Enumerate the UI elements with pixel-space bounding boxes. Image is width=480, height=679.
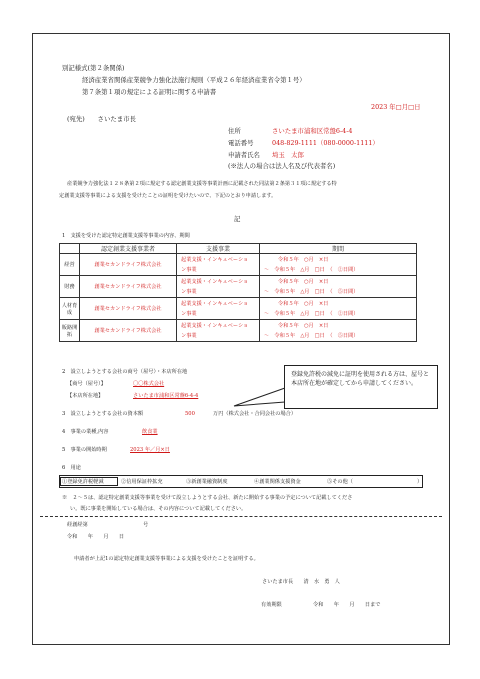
section2-title: 2 設立しようとする会社の商号（屋号）・本店所在地 [62,369,188,375]
provider-name: 創業セカンドライフ株式会社 [80,254,177,276]
program-line-1: 起業支援・インキュベーショ [181,322,249,329]
program-cell [177,298,260,320]
addressee: (宛先) さいたま市長 [67,115,136,123]
table-row [60,298,417,320]
period-start: 令和５年 ○月 ×日 [278,256,329,263]
purpose-option-1[interactable]: ①登録免許税軽減 [62,479,104,485]
purpose-option-5[interactable]: ⑤その他（ [327,479,353,485]
note-line-2: い。既に事業を開始している場合は、その内容について記載してください。 [70,506,247,512]
address-label: 住所 [228,127,241,135]
start-date-value: 2023 年／月×日 [130,447,170,453]
section3-title: 3 設立しようとする会社の資本額 [62,411,144,417]
period-end: ～ 令和５年 △月 □日 （ ⑤日間） [264,332,359,339]
period-end: ～ 令和５年 △月 □日 （ ⑤日間） [264,288,359,295]
callout-note: 登録免許税の減免に証明を使用される方は、屋号と本店所在地が確定してから申請してください。 [284,365,438,409]
section1-title: 1 支援を受けた認定特定創業支援等事業の内容、期間 [62,233,190,239]
program-line-1: 起業支援・インキュベーショ [181,300,249,307]
purpose-option-2[interactable]: ②信用保証枠拡充 [121,479,163,485]
head-office-label: 【本店所在地】 [67,393,104,399]
program-line-2: ン事業 [181,332,197,339]
program-line-1: 起業支援・インキュベーショ [181,278,249,285]
period-start: 令和５年 ○月 ×日 [278,278,329,285]
table-row [60,320,417,342]
program-line-1: 起業支援・インキュベーショ [181,256,249,263]
law-line: 経済産業省関係産業競争力強化法施行規則（平成２６年経済産業省令第１号） [82,76,306,84]
purpose-option-4[interactable]: ④創業関係支援資金 [254,479,301,485]
mayor-signature: さいたま市長 清 水 勇 人 [262,579,340,585]
period-start: 令和５年 ○月 ×日 [278,322,329,329]
dashed-separator [40,516,442,517]
support-category: 経営 [60,254,80,276]
note-line-1: ※ ２～５は、認定特定創業支援等事業を受けて設立しようとする会社、新たに開始する事業の予定について記載してくださ [62,495,353,501]
period-cell [260,276,417,298]
support-category: 財務 [60,276,80,298]
table-header-cell: 認定創業支援事業者 [80,244,177,254]
form-number: 別記様式(第２条関係) [62,64,125,72]
table-row [60,276,417,298]
section4-title: 4 事業の業種,内容 [62,429,109,435]
trade-name-value: 〇〇株式会社 [133,381,165,387]
intro-line-1: 産業競争力強化法１２８条第２項に規定する認定創業支援等事業計画に記載された同法第２条第３１項に規定する特 [67,181,337,187]
ki-heading: 記 [234,215,241,223]
period-cell [260,254,417,276]
applicant-name-value: 埼玉 太郎 [272,151,304,159]
section5-title: 5 事業の開始時期 [62,447,107,453]
validity-label: 有効期限 [261,602,282,608]
capital-suffix: 万円（株式会社・合同会社の場合） [213,411,297,417]
certificate-number-suffix: 号 [143,522,149,528]
certificate-number-label: 経創経第 [67,522,88,528]
support-table [59,243,417,342]
head-office-value: さいたま市浦和区常盤6-4-4 [133,393,199,399]
corporate-note: (※法人の場合は法人名及び代表者名) [228,162,336,170]
trade-name-label: 【商号（屋号）】 [67,381,106,387]
table-header-cell: 期間 [260,244,417,254]
provider-name: 創業セカンドライフ株式会社 [80,320,177,342]
address-value: さいたま市浦和区常盤6-4-4 [272,127,353,135]
phone-label: 電話番号 [228,139,254,147]
validity-value: 令和 年 月 日まで [313,602,381,608]
purpose-option-3[interactable]: ③新創業融資制度 [186,479,228,485]
purpose-close-paren: ） [417,479,423,485]
support-category: 人材育成 [60,298,80,320]
provider-name: 創業セカンドライフ株式会社 [80,276,177,298]
table-header-row [60,244,417,254]
application-date: 2023 年□月□日 [371,103,421,111]
program-cell [177,254,260,276]
table-row [60,254,417,276]
support-category: 販路開拓 [60,320,80,342]
program-line-2: ン事業 [181,288,197,295]
capital-value: 500 [185,411,195,417]
program-line-2: ン事業 [181,266,197,273]
table-header-cell: 支援事業 [177,244,260,254]
period-end: ～ 令和５年 △月 □日 （ ②日間） [264,266,359,273]
business-type-value: 飲食業 [142,429,158,435]
provider-name: 創業セカンドライフ株式会社 [80,298,177,320]
section6-title: 6 用途 [62,465,81,471]
intro-line-2: 定創業支援等事業による支援を受けたことの証明を受けたいので、下記のとおり申請します。 [59,193,277,199]
program-cell [177,276,260,298]
program-cell [177,320,260,342]
applicant-name-label: 申請者氏名 [228,151,260,159]
certification-statement: 申請者が上記1の認定特定創業支援等事業による支援を受けたことを証明する。 [74,556,259,562]
period-start: 令和５年 ○月 ×日 [278,300,329,307]
certificate-date: 令和 年 月 日 [67,534,125,540]
table-header-cell [60,244,80,254]
document-title: 第７条第１項の規定による証明に関する申請書 [82,88,217,96]
program-line-2: ン事業 [181,310,197,317]
phone-value: 048-829-1111（080-0000-1111） [272,139,379,147]
callout-pointer [232,384,288,410]
period-end: ～ 令和５年 △月 □日 （ ②日間） [264,310,359,317]
period-cell [260,298,417,320]
period-cell [260,320,417,342]
